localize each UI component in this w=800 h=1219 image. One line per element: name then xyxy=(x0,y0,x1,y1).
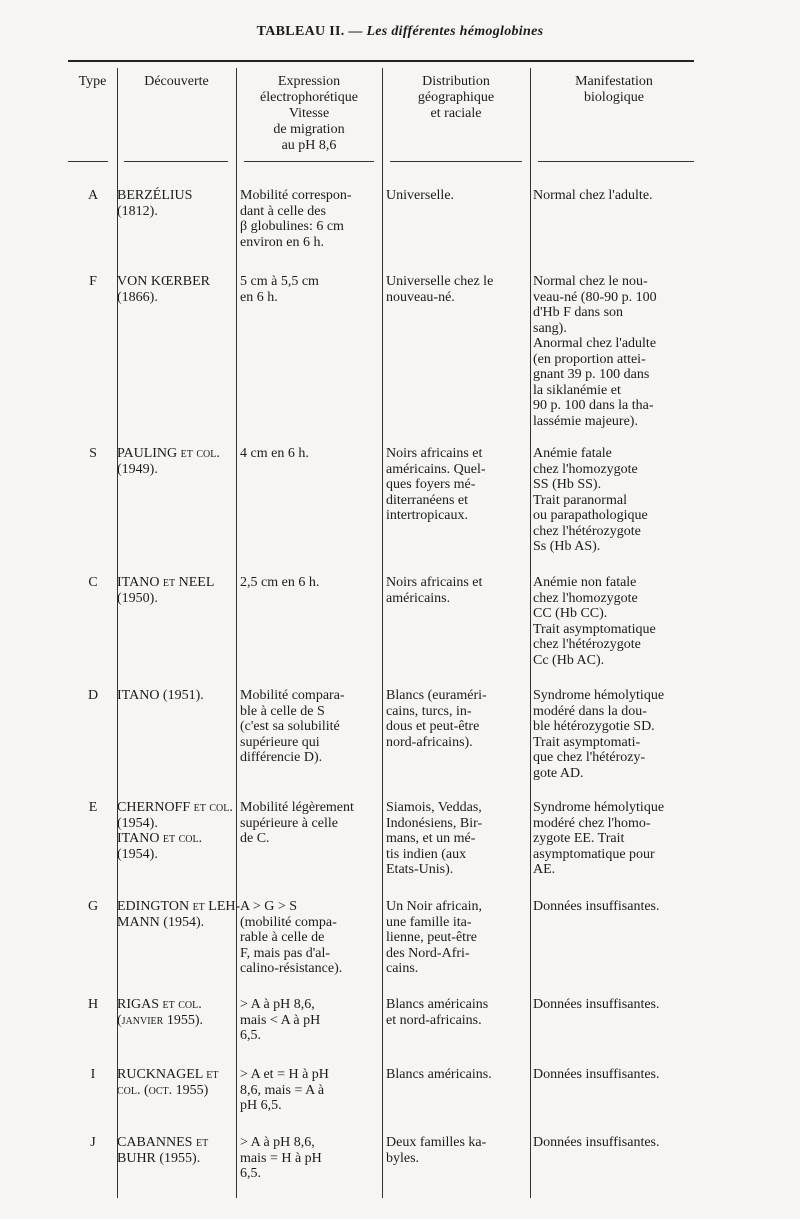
row-type: G xyxy=(87,899,99,914)
manifestation-line: Anémie fatale xyxy=(533,446,612,461)
manifestation-line: Syndrome hémolytique xyxy=(533,800,665,815)
expression-line: β globulines: 6 cm xyxy=(240,219,344,234)
row-manifestation xyxy=(533,899,697,915)
row-expression xyxy=(240,997,380,1044)
manifestation-line: veau-né (80-90 p. 100 xyxy=(533,289,657,305)
distribution-line: des Nord-Afri- xyxy=(386,945,470,961)
discovery-line: (janvier 1955). xyxy=(117,1012,203,1028)
manifestation-line: modéré dans la dou- xyxy=(533,703,647,719)
header-line: Vitesse xyxy=(288,106,330,121)
expression-line: Mobilité légèrement xyxy=(240,800,354,815)
distribution-line: cains. xyxy=(386,961,419,976)
expression-line: 5 cm à 5,5 cm xyxy=(240,274,319,289)
row-discovery xyxy=(117,1135,237,1166)
distribution-line: mans, et un mé- xyxy=(386,831,476,846)
manifestation-line: modéré chez l'homo- xyxy=(533,815,651,831)
distribution-line: Siamois, Veddas, xyxy=(386,800,482,815)
expression-line: 8,6, mais = A à xyxy=(240,1082,325,1098)
distribution-line: Blancs (euraméri- xyxy=(386,688,487,703)
header-rule xyxy=(68,161,108,162)
title-dash: — xyxy=(348,24,363,39)
distribution-line: une famille ita- xyxy=(386,914,472,930)
column-divider xyxy=(117,68,118,1198)
header-line: Distribution xyxy=(422,74,490,89)
discovery-line: EDINGTON et LEH- xyxy=(117,899,241,914)
row-distribution xyxy=(386,1135,528,1166)
distribution-line: dous et peut-être xyxy=(386,719,480,734)
row-discovery xyxy=(117,899,241,930)
manifestation-line: d'Hb F dans son xyxy=(533,305,624,320)
distribution-line: lienne, peut-être xyxy=(386,930,477,945)
manifestation-line: (en proportion attei- xyxy=(533,351,646,367)
expression-line: en 6 h. xyxy=(240,289,278,305)
manifestation-line: Cc (Hb AC). xyxy=(533,652,605,668)
distribution-line: Universelle. xyxy=(386,188,455,203)
row-discovery xyxy=(117,688,237,704)
row-manifestation xyxy=(533,188,697,204)
distribution-line: américains. Quel- xyxy=(386,461,486,477)
distribution-line: Deux familles ka- xyxy=(386,1135,487,1150)
manifestation-line: Données insuffisantes. xyxy=(533,997,660,1012)
expression-line: supérieure qui xyxy=(240,734,320,750)
row-expression xyxy=(240,274,380,305)
manifestation-line: sang). xyxy=(533,320,567,336)
row-type: J xyxy=(90,1135,96,1150)
manifestation-line: chez l'homozygote xyxy=(533,461,638,477)
column-divider xyxy=(236,68,237,1198)
manifestation-line: chez l'hétérozygote xyxy=(533,637,641,652)
manifestation-line: gnant 39 p. 100 dans xyxy=(533,367,650,382)
row-expression xyxy=(240,188,380,250)
distribution-line: Blancs américains. xyxy=(386,1067,492,1082)
top-rule xyxy=(68,60,694,62)
discovery-line: CABANNES et xyxy=(117,1135,209,1150)
discovery-line: ITANO et col. xyxy=(117,831,203,846)
row-manifestation xyxy=(533,575,697,668)
expression-line: environ en 6 h. xyxy=(240,234,324,250)
manifestation-line: lassémie majeure). xyxy=(533,413,638,429)
header-line: biologique xyxy=(584,90,644,105)
row-distribution xyxy=(386,899,528,977)
discovery-line: PAULING et col. xyxy=(117,446,220,461)
column-divider xyxy=(530,68,531,1198)
row-discovery xyxy=(117,446,237,477)
row-type: I xyxy=(90,1067,96,1082)
discovery-line: col. (oct. 1955) xyxy=(117,1082,209,1098)
distribution-line: Etats-Unis). xyxy=(386,862,454,877)
row-discovery xyxy=(117,997,237,1028)
manifestation-line: chez l'hétérozygote xyxy=(533,523,641,539)
manifestation-line: Données insuffisantes. xyxy=(533,899,660,914)
distribution-line: ques foyers mé- xyxy=(386,477,476,492)
row-manifestation xyxy=(533,800,697,878)
manifestation-line: Syndrome hémolytique xyxy=(533,688,665,703)
header-rule xyxy=(538,161,694,162)
row-expression xyxy=(240,1067,380,1114)
distribution-line: tis indien (aux xyxy=(386,846,467,862)
header-rule xyxy=(124,161,228,162)
header-line: Expression xyxy=(277,74,341,89)
row-manifestation xyxy=(533,1135,697,1151)
row-discovery xyxy=(117,575,237,606)
expression-line: mais = H à pH xyxy=(240,1150,322,1166)
row-distribution xyxy=(386,1067,528,1083)
expression-line: mais < A à pH xyxy=(240,1012,321,1028)
row-type: A xyxy=(87,188,99,203)
manifestation-line: Anormal chez l'adulte xyxy=(533,336,657,351)
manifestation-line: Normal chez le nou- xyxy=(533,274,648,289)
manifestation-line: ble hétérozygotie SD. xyxy=(533,719,655,734)
distribution-line: Universelle chez le xyxy=(386,274,494,289)
row-expression xyxy=(240,688,380,766)
row-manifestation xyxy=(533,688,697,781)
discovery-line: ITANO (1951). xyxy=(117,688,204,703)
manifestation-line: SS (Hb SS). xyxy=(533,477,602,492)
row-type: D xyxy=(87,688,99,703)
manifestation-line: Trait asymptomatique xyxy=(533,621,656,637)
discovery-line: MANN (1954). xyxy=(117,914,205,930)
header-manifestation xyxy=(530,74,698,106)
distribution-line: cains, turcs, in- xyxy=(386,703,472,719)
discovery-line: (1812). xyxy=(117,203,158,219)
discovery-line: BERZÉLIUS xyxy=(117,188,193,203)
discovery-line: BUHR (1955). xyxy=(117,1150,201,1166)
discovery-line: (1949). xyxy=(117,461,158,477)
expression-line: ble à celle de S xyxy=(240,703,325,719)
discovery-line: RIGAS et col. xyxy=(117,997,202,1012)
manifestation-line: Normal chez l'adulte. xyxy=(533,188,653,203)
header-expression xyxy=(236,74,382,154)
discovery-line: (1950). xyxy=(117,590,158,606)
manifestation-line: Données insuffisantes. xyxy=(533,1135,660,1150)
row-manifestation xyxy=(533,1067,697,1083)
expression-line: Mobilité correspon- xyxy=(240,188,352,203)
manifestation-line: CC (Hb CC). xyxy=(533,606,608,621)
header-rule xyxy=(244,161,374,162)
expression-line: différencie D). xyxy=(240,750,323,765)
table-number: TABLEAU II. xyxy=(256,24,345,39)
distribution-line: Noirs africains et xyxy=(386,446,483,461)
distribution-line: byles. xyxy=(386,1150,420,1166)
row-expression xyxy=(240,575,380,591)
row-type: S xyxy=(89,446,97,461)
distribution-line: nord-africains). xyxy=(386,734,473,750)
expression-line: calino-résistance). xyxy=(240,961,343,976)
discovery-line: VON KŒRBER xyxy=(117,274,210,289)
row-type: F xyxy=(89,274,97,289)
expression-line: 2,5 cm en 6 h. xyxy=(240,575,320,590)
manifestation-line: asymptomatique pour xyxy=(533,846,655,862)
expression-line: de C. xyxy=(240,831,270,846)
column-divider xyxy=(382,68,383,1198)
manifestation-line: gote AD. xyxy=(533,765,584,781)
expression-line: > A à pH 8,6, xyxy=(240,1135,315,1150)
header-line: géographique xyxy=(417,90,495,105)
manifestation-line: la siklanémie et xyxy=(533,382,621,398)
discovery-line: ITANO et NEEL xyxy=(117,575,215,590)
row-distribution xyxy=(386,800,528,878)
expression-line: A > G > S xyxy=(240,899,298,914)
row-distribution xyxy=(386,575,528,606)
expression-line: F, mais pas d'al- xyxy=(240,945,331,961)
distribution-line: nouveau-né. xyxy=(386,289,455,305)
table-subtitle: Les différentes hémoglobines xyxy=(366,24,544,39)
expression-line: dant à celle des xyxy=(240,203,326,219)
row-expression xyxy=(240,800,380,847)
discovery-line: CHERNOFF et col. xyxy=(117,800,233,815)
row-distribution xyxy=(386,997,528,1028)
row-discovery xyxy=(117,274,237,305)
row-type: H xyxy=(87,997,99,1012)
row-distribution xyxy=(386,188,528,204)
header-distribution xyxy=(382,74,530,122)
expression-line: 6,5. xyxy=(240,1166,261,1181)
row-type: C xyxy=(88,575,98,590)
row-distribution xyxy=(386,688,528,750)
distribution-line: Blancs américains xyxy=(386,997,489,1012)
row-discovery xyxy=(117,188,237,219)
table-title xyxy=(0,24,800,40)
distribution-line: Noirs africains et xyxy=(386,575,483,590)
row-manifestation xyxy=(533,997,697,1013)
expression-line: 4 cm en 6 h. xyxy=(240,446,309,461)
expression-line: (mobilité compa- xyxy=(240,914,337,930)
expression-line: Mobilité compara- xyxy=(240,688,345,703)
row-manifestation xyxy=(533,446,697,555)
discovery-line: (1954). xyxy=(117,846,158,862)
header-line: au pH 8,6 xyxy=(281,138,337,153)
manifestation-line: Trait asymptomati- xyxy=(533,734,641,750)
manifestation-line: ou parapathologique xyxy=(533,508,648,523)
row-discovery xyxy=(117,1067,237,1098)
distribution-line: et nord-africains. xyxy=(386,1012,482,1028)
discovery-line: (1954). xyxy=(117,815,158,831)
row-distribution xyxy=(386,446,528,524)
manifestation-line: AE. xyxy=(533,862,556,877)
header-line: et raciale xyxy=(430,106,482,121)
expression-line: > A à pH 8,6, xyxy=(240,997,315,1012)
expression-line: supérieure à celle xyxy=(240,815,338,831)
expression-line: (c'est sa solubilité xyxy=(240,719,340,734)
manifestation-line: Ss (Hb AS). xyxy=(533,539,601,554)
manifestation-line: Trait paranormal xyxy=(533,492,627,508)
row-type: E xyxy=(88,800,98,815)
header-line: de migration xyxy=(273,122,345,137)
distribution-line: Indonésiens, Bir- xyxy=(386,815,483,831)
distribution-line: Un Noir africain, xyxy=(386,899,483,914)
expression-line: 6,5. xyxy=(240,1028,261,1043)
distribution-line: américains. xyxy=(386,590,451,606)
manifestation-line: chez l'homozygote xyxy=(533,590,638,606)
expression-line: rable à celle de xyxy=(240,930,325,945)
manifestation-line: 90 p. 100 dans la tha- xyxy=(533,398,654,413)
header-rule xyxy=(390,161,522,162)
row-expression xyxy=(240,899,380,977)
header-decouverte: Découverte xyxy=(144,74,209,89)
row-expression xyxy=(240,446,380,462)
distribution-line: diterranéens et xyxy=(386,492,469,508)
row-distribution xyxy=(386,274,528,305)
row-manifestation xyxy=(533,274,697,429)
expression-line: pH 6,5. xyxy=(240,1098,282,1113)
manifestation-line: Données insuffisantes. xyxy=(533,1067,660,1082)
manifestation-line: zygote EE. Trait xyxy=(533,831,625,846)
manifestation-line: Anémie non fatale xyxy=(533,575,637,590)
header-type: Type xyxy=(78,74,107,89)
row-discovery xyxy=(117,800,237,862)
row-expression xyxy=(240,1135,380,1182)
distribution-line: intertropicaux. xyxy=(386,508,469,523)
header-line: Manifestation xyxy=(575,74,653,89)
discovery-line: (1866). xyxy=(117,289,158,305)
discovery-line: RUCKNAGEL et xyxy=(117,1067,219,1082)
expression-line: > A et = H à pH xyxy=(240,1067,329,1082)
manifestation-line: que chez l'hétérozy- xyxy=(533,750,646,765)
header-line: électrophorétique xyxy=(260,90,358,105)
